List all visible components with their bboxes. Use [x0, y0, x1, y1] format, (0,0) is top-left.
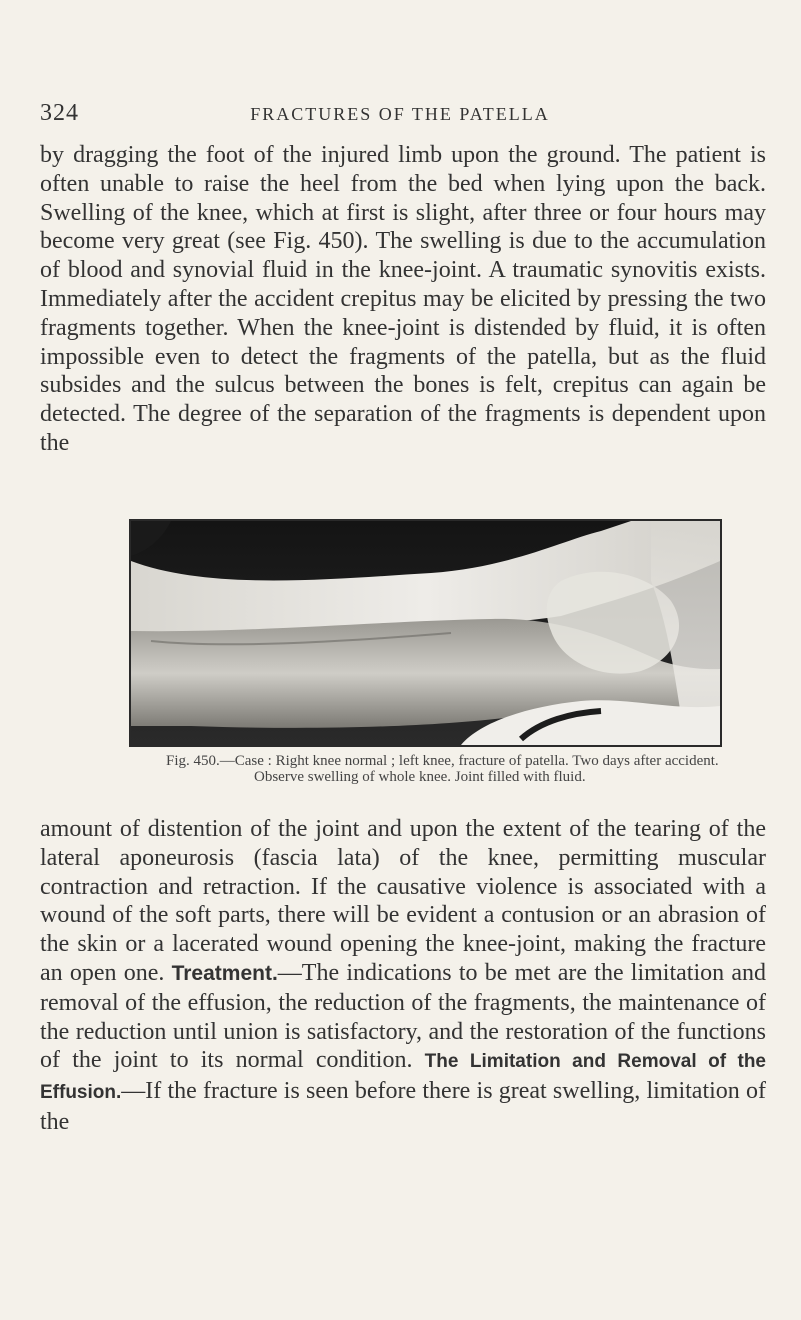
paragraph-text: amount of distention of the joint and upon the extent of the tearing of the lateral aponeurosis (fascia lata) of the knee, permitting muscular contraction and retraction. If the causative violence is associated with a wound of the soft parts, there will be evident a contusion or an abrasion of the skin or a lacerated wound opening the knee-joint, making the fracture an open one.: [40, 816, 766, 986]
body-paragraph: by dragging the foot of the injured limb upon the ground. The patient is often unable to raise the heel from the bed when lying upon the back. Swelling of the knee, which at first is slight, after three or four hours may become very great (see Fig. 450). The swelling is due to the accumulation of blood and synovial fluid in the knee-joint. A traumatic synovitis exists. Immediately after the accident crepitus may be elicited by pressing the two fragments together. When the knee-joint is distended by fluid, it is often impossible even to detect the fragments of the patella, but as the fluid subsides and the sulcus between the bones is felt, crepitus can again be detected. The degree of the separation of the fragments is dependent upon the: [40, 142, 766, 456]
paragraph-text: —If the fracture is seen before there is great swelling, limitation of the: [40, 1078, 766, 1135]
caption-line: Fig. 450.—Case : Right knee normal ; left knee, fracture of patella. Two days after accident.: [166, 753, 719, 769]
section-heading-effusion: The Limitation and Removal of the Effusion.: [40, 1051, 767, 1104]
paragraph-text: —The indications to be met are the limitation and removal of the effusion, the reduction of the fragments, the maintenance of the reduction until union is satisfactory, and the restoration of the functions of the joint to its normal condition.: [40, 959, 766, 1074]
knee-photo-image: [131, 521, 720, 745]
section-heading-treatment: Treatment.: [171, 961, 278, 985]
page-number: 324: [40, 100, 79, 126]
figure-photograph: [129, 519, 722, 747]
running-title: FRACTURES OF THE PATELLA: [250, 104, 550, 124]
body-paragraph: [40, 815, 766, 1137]
running-head: [40, 100, 760, 130]
figure-caption: [166, 753, 726, 785]
caption-line: Observe swelling of whole knee. Joint filled with fluid.: [254, 769, 586, 785]
